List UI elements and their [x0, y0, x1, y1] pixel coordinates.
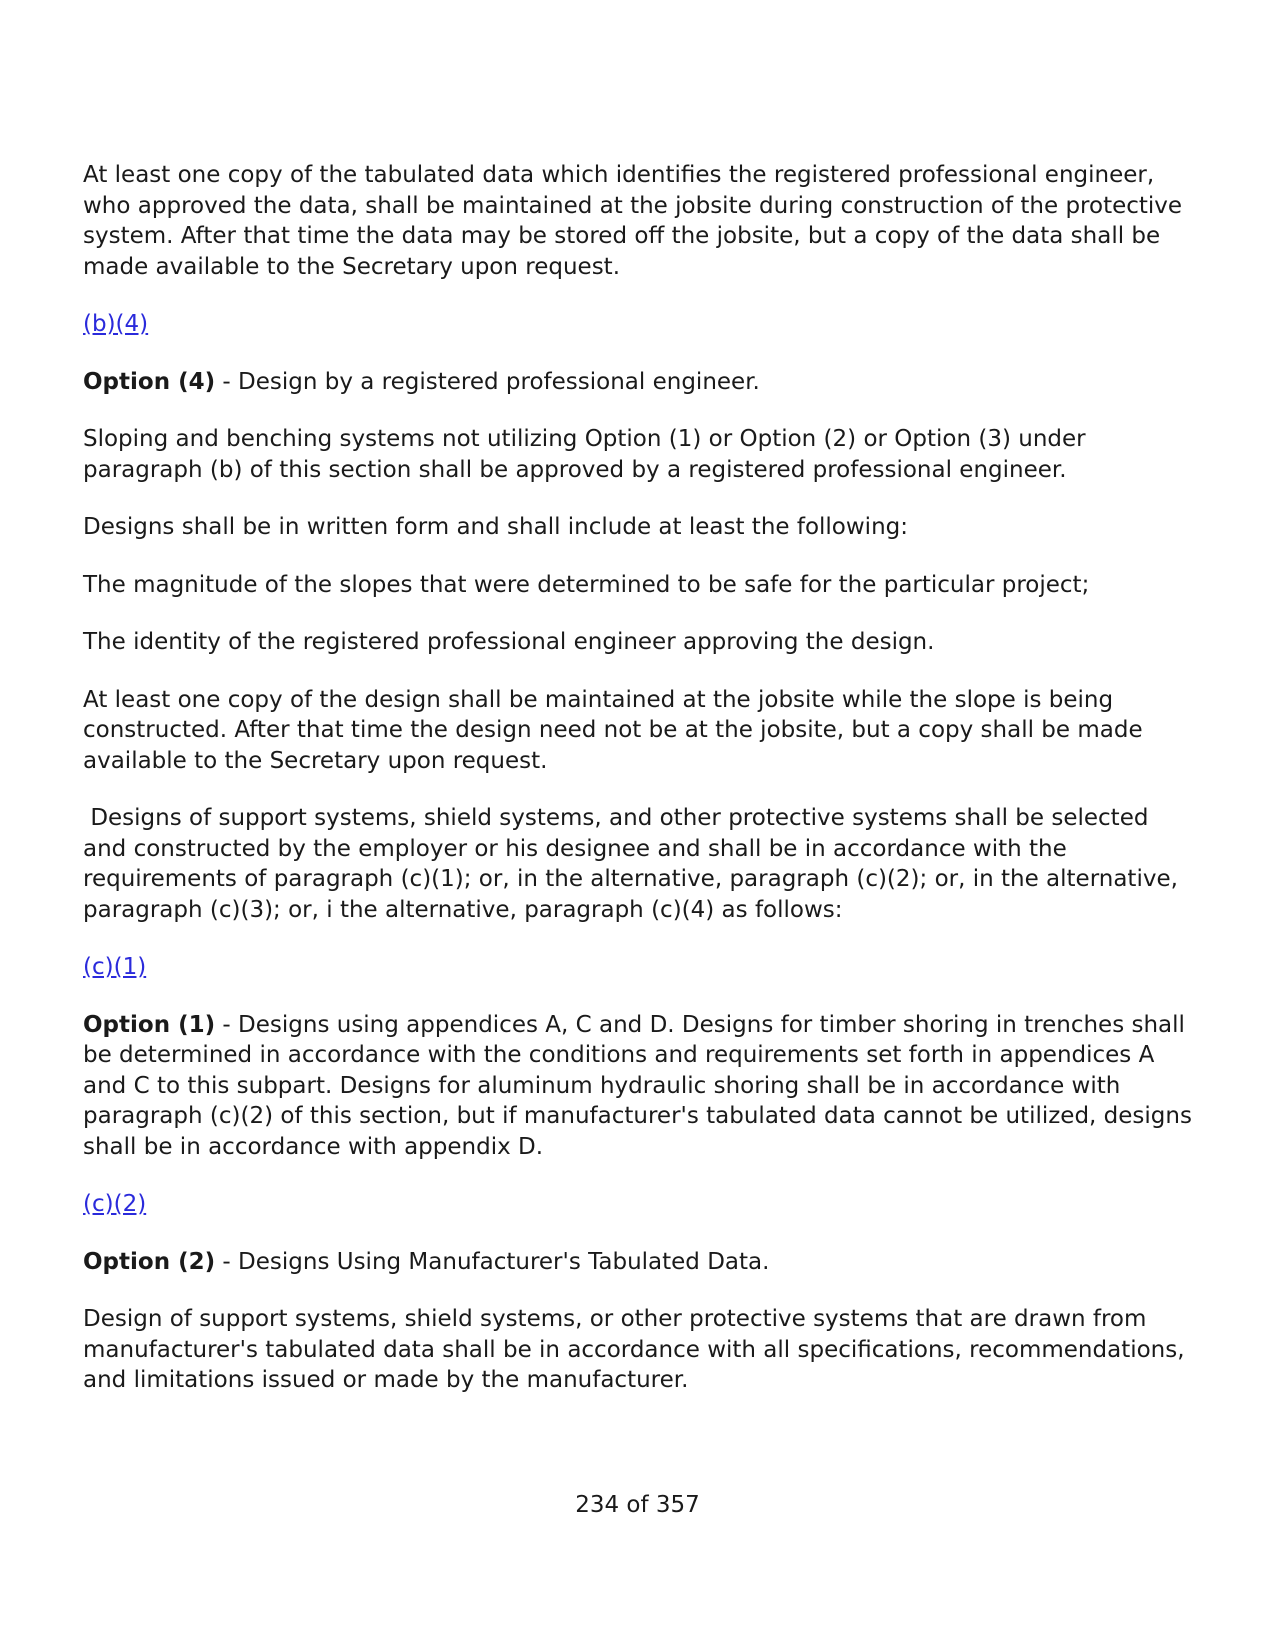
- document-page: [83, 160, 1200, 1423]
- option-2-heading: [83, 1247, 1193, 1278]
- paragraph-design-copy-jobsite: At least one copy of the design shall be maintained at the jobsite while the slope is being constructed. After that time the design need not be at the jobsite, but a copy shall be made available to the Secretary upon request.: [83, 686, 1150, 774]
- paragraph-support-systems-designs: Designs of support systems, shield systems, and other protective systems shall be selected and constructed by the employer or his designee and shall be in accordance with the requirements of paragraph (c)(1); or, in the alternative, paragraph (c)(2); or, in the alternative, paragraph (c)(3); or, i the alternative, paragraph (c)(4) as follows:: [83, 805, 1186, 923]
- section-link-c1[interactable]: (c)(1): [83, 954, 147, 980]
- option-1-paragraph: [83, 1010, 1200, 1163]
- paragraph-sloping-benching: Sloping and benching systems not utilizing Option (1) or Option (2) or Option (3) under paragraph (b) of this section shall be approved by a registered professional engineer.: [83, 426, 1093, 483]
- paragraph-manufacturer-tabulated-design: Design of support systems, shield systems, or other protective systems that are drawn from manufacturer's tabulated data shall be in accordance with all specifications, recommendations, and limitations issued or made by the manufacturer.: [83, 1306, 1192, 1393]
- option-1-description: - Designs using appendices A, C and D. Designs for timber shoring in trenches shall be determined in accordance with the conditions and requirements set forth in appendices A and C to this subpart. Designs for aluminum hydraulic shoring shall be in accordance with paragraph (c)(2) of this section, but if manufacturer's tabulated data cannot be utilized, designs shall be in accordance with appendix D.: [83, 1011, 1200, 1160]
- section-link-c1-wrap: [83, 952, 1193, 983]
- paragraph-engineer-identity: The identity of the registered professional engineer approving the design.: [83, 629, 935, 655]
- option-4-heading: [83, 367, 1193, 398]
- section-link-c2[interactable]: (c)(2): [83, 1191, 147, 1217]
- option-2-label: Option (2): [83, 1248, 216, 1275]
- section-link-b4-wrap: [83, 309, 1193, 340]
- option-4-label: Option (4): [83, 368, 216, 395]
- option-4-description: - Design by a registered professional engineer.: [215, 368, 760, 395]
- paragraph-designs-written-form: Designs shall be in written form and shall include at least the following:: [83, 514, 909, 540]
- option-1-label: Option (1): [83, 1011, 216, 1038]
- page-number: 234 of 357: [575, 1492, 700, 1518]
- paragraph-tabulated-data-copy: At least one copy of the tabulated data which identifies the registered professional engineer, who approved the data, shall be maintained at the jobsite during construction of the protective system. After that time the data may be stored off the jobsite, but a copy of the data shall be made available to the Secretary upon request.: [83, 162, 1190, 280]
- option-2-description: - Designs Using Manufacturer's Tabulated Data.: [215, 1248, 770, 1275]
- section-link-c2-wrap: [83, 1189, 1193, 1220]
- paragraph-magnitude-slopes: The magnitude of the slopes that were determined to be safe for the particular project;: [83, 571, 1090, 598]
- section-link-b4[interactable]: (b)(4): [83, 311, 149, 337]
